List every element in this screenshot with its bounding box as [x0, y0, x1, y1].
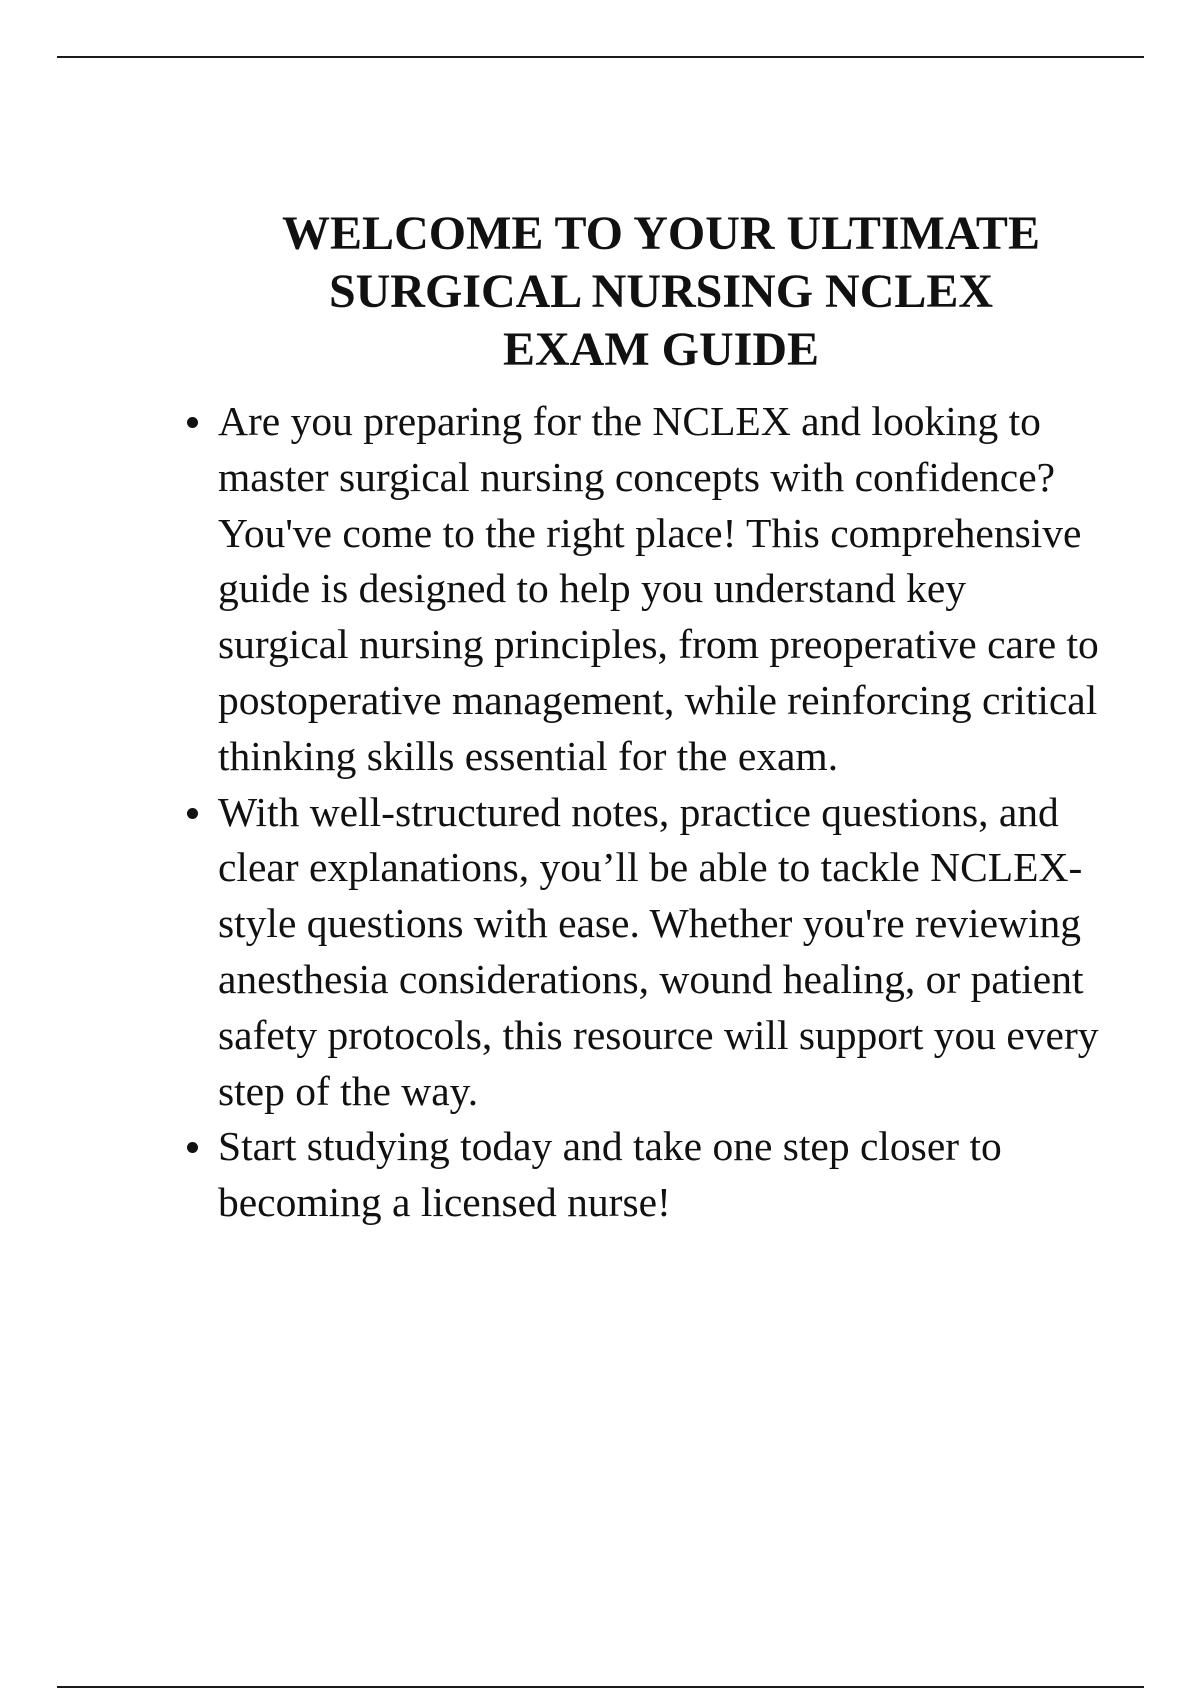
- bullet-icon: [187, 808, 198, 819]
- list-item-text: Start studying today and take one step closer to becoming a licensed nurse!: [218, 1123, 1002, 1226]
- top-rule: [57, 56, 1144, 58]
- bullet-list: [176, 394, 1106, 1231]
- page-title: [176, 205, 1106, 379]
- bottom-rule: [57, 1686, 1144, 1688]
- list-item-text: With well-structured notes, practice questions, and clear explanations, you’ll be able to tackle NCLEX-style questions with ease. Whether you're reviewing anesthesia considerations, wound healing, or patient safety protocols, this resource will support you every step of the way.: [218, 788, 1099, 1114]
- page-content: [176, 205, 1106, 1231]
- bullet-icon: [187, 417, 198, 428]
- list-item: [176, 785, 1106, 1120]
- list-item: [176, 394, 1106, 785]
- bullet-icon: [187, 1142, 198, 1153]
- list-item-text: Are you preparing for the NCLEX and looking to master surgical nursing concepts with confidence? You've come to the right place! This comprehensive guide is designed to help you understand key surgical nursing principles, from preoperative care to postoperative management, while reinforcing critical thinking skills essential for the exam.: [218, 398, 1099, 779]
- title-line: EXAM GUIDE: [502, 323, 819, 376]
- title-line: WELCOME TO YOUR ULTIMATE: [282, 207, 1040, 260]
- title-line: SURGICAL NURSING NCLEX: [328, 265, 994, 318]
- list-item: [176, 1119, 1106, 1231]
